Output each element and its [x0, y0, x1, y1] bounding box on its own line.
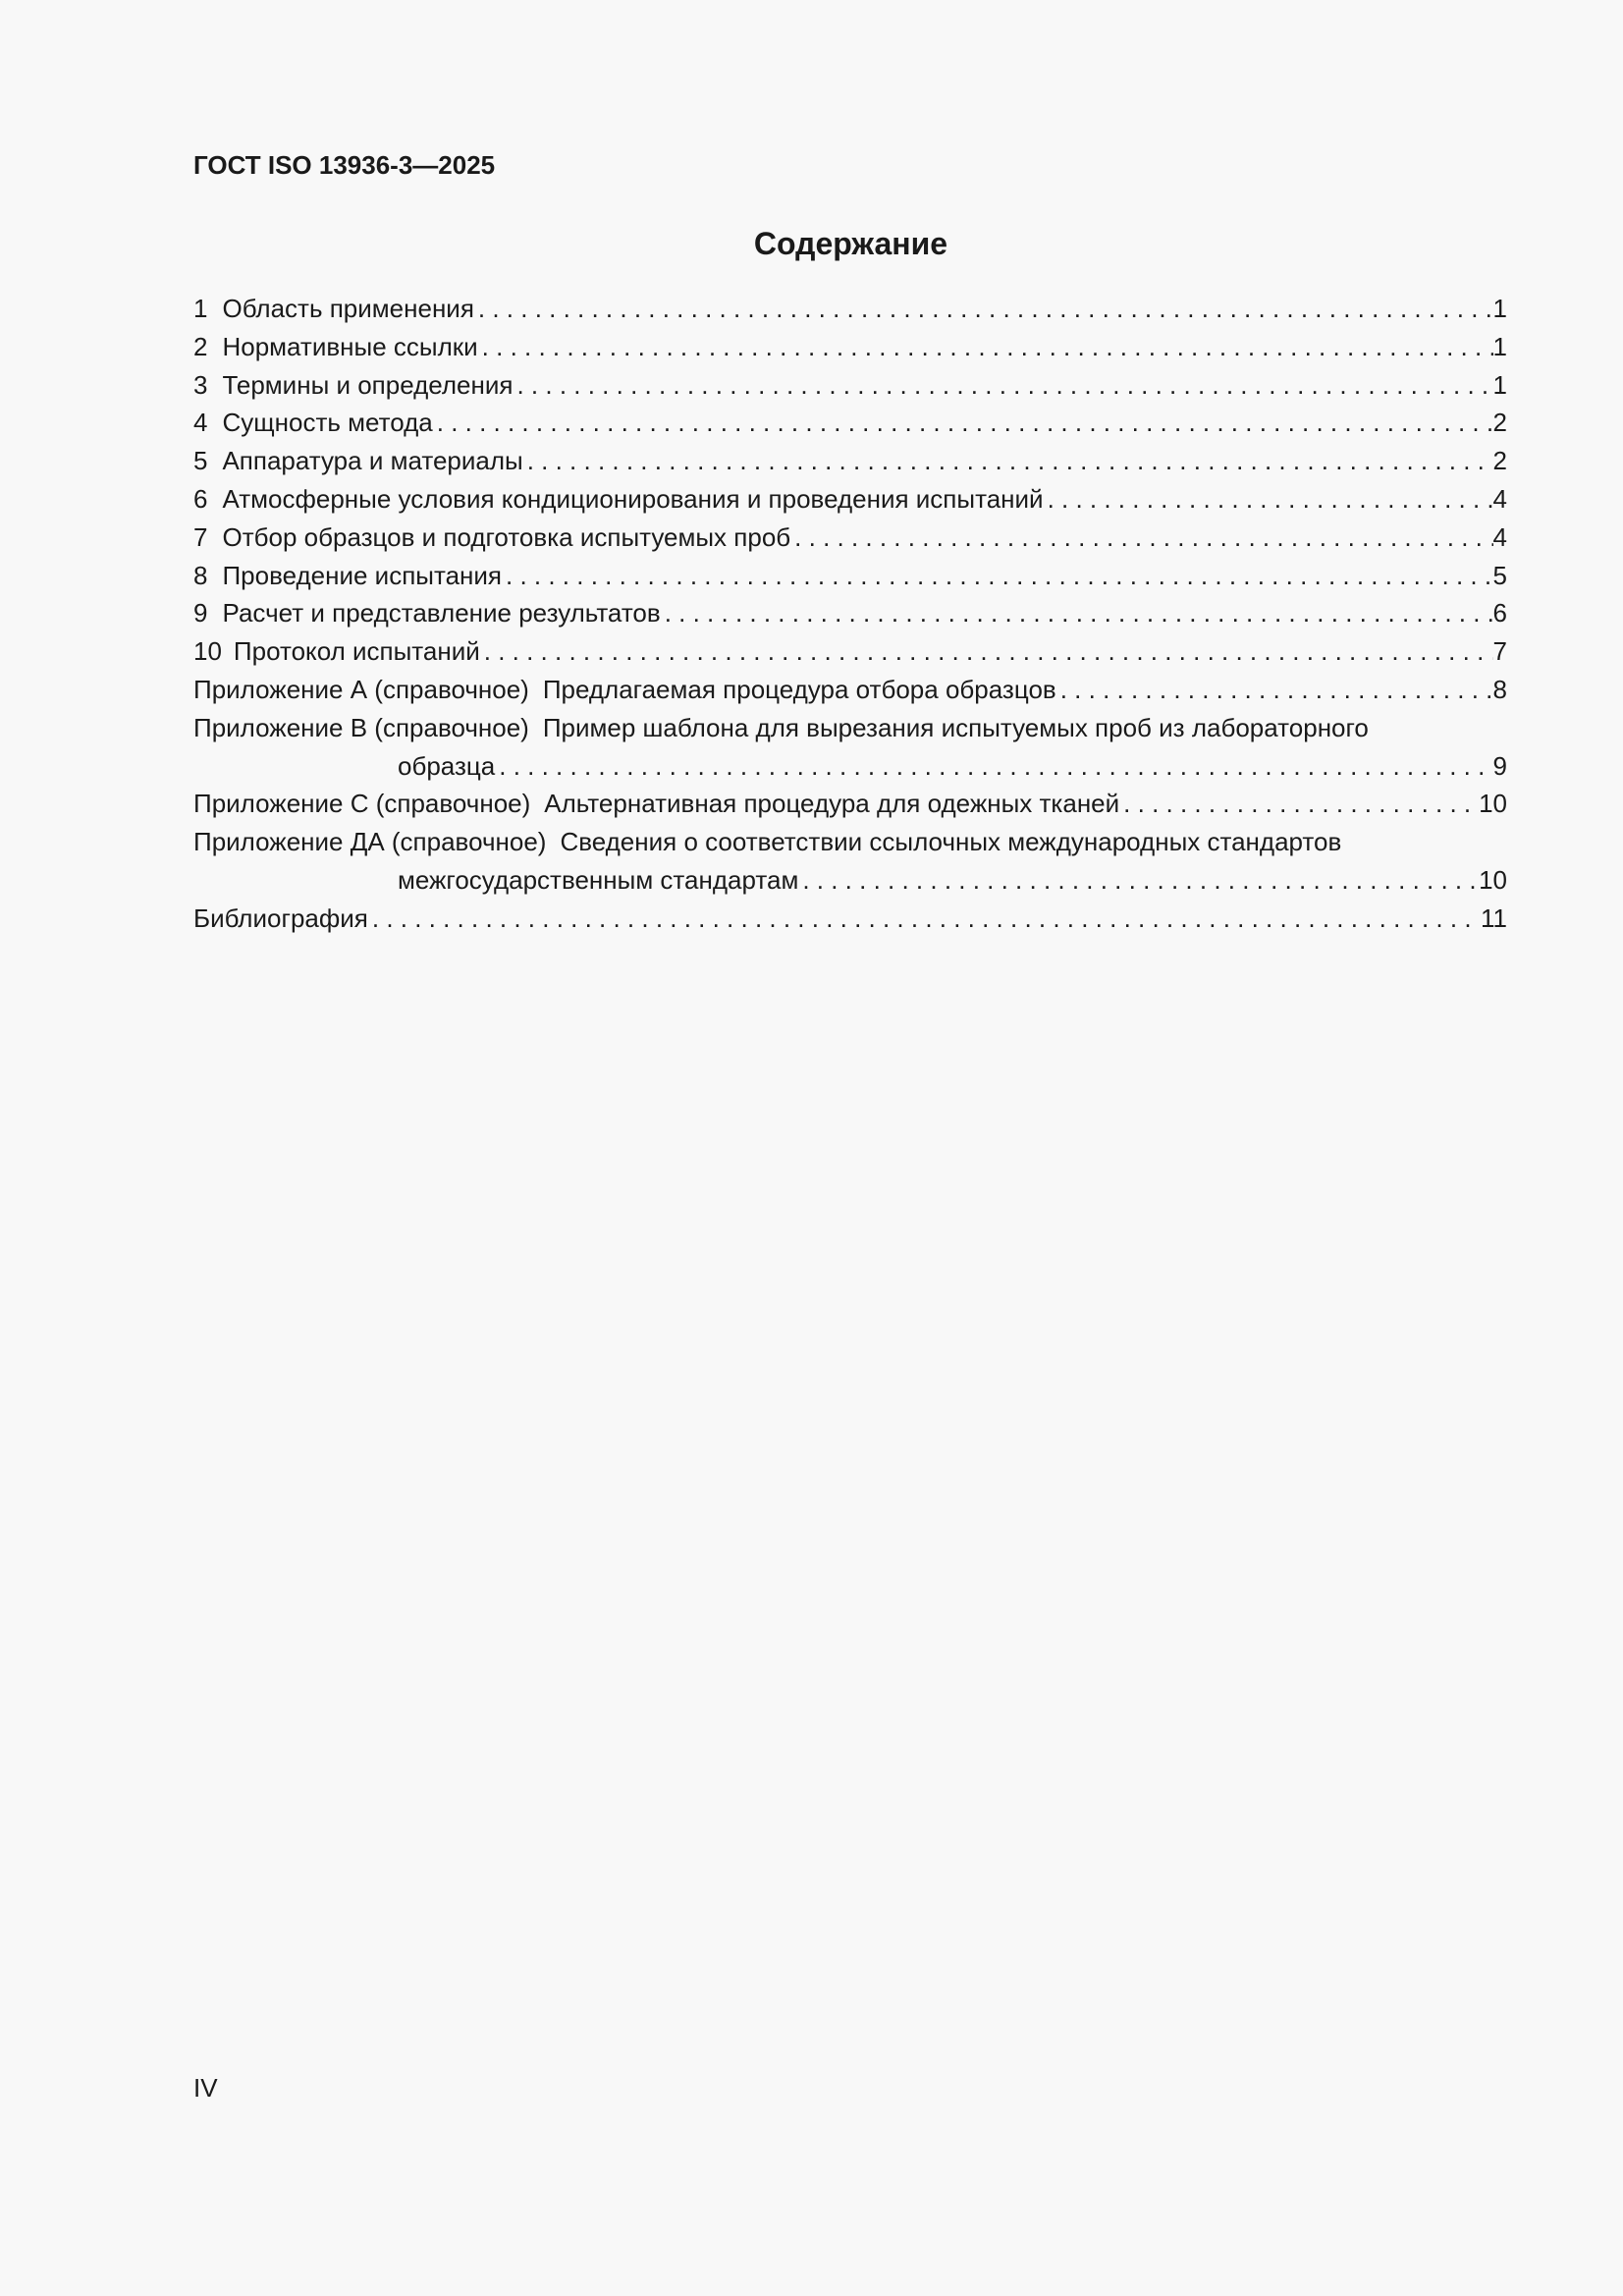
toc-entry-title: Проведение испытания	[222, 560, 503, 590]
toc-entry-number: 2	[193, 331, 208, 361]
toc-entry-number: 3	[193, 369, 208, 400]
toc-entry-page: 1	[1492, 369, 1507, 400]
toc-entry-9[interactable]	[193, 594, 1507, 632]
toc-leader-dots	[1056, 671, 1493, 709]
toc-entry-number: 9	[193, 598, 208, 629]
toc-leader-dots	[495, 747, 1492, 786]
toc-entry-title: Протокол испытаний	[233, 636, 480, 667]
document-code: ГОСТ ISO 13936-3—2025	[193, 150, 496, 180]
toc-entry-title: Атмосферные условия кондиционирования и проведения испытаний	[222, 483, 1044, 514]
toc-entry-10[interactable]	[193, 632, 1507, 671]
toc-entry-page: 6	[1492, 598, 1507, 629]
toc-annex-c[interactable]	[193, 785, 1507, 823]
toc-leader-dots	[790, 519, 1492, 557]
toc-leader-dots	[523, 442, 1493, 480]
toc-annex-label: Приложение В (справочное)	[193, 712, 529, 742]
toc-entry-page: 1	[1492, 294, 1507, 323]
toc-bibliography-page: 11	[1481, 902, 1507, 933]
toc-annex-b[interactable]	[193, 709, 1507, 747]
toc-leader-dots	[368, 900, 1481, 938]
toc-bibliography-title: Библиография	[193, 902, 368, 933]
toc-entry-title: Нормативные ссылки	[222, 331, 478, 361]
toc-entry-title: Термины и определения	[222, 369, 514, 400]
toc-annex-da-continuation[interactable]	[193, 861, 1507, 900]
toc-annex-label: Приложение ДА (справочное)	[193, 827, 547, 857]
toc-entry-8[interactable]	[193, 557, 1507, 595]
toc-entry-6[interactable]	[193, 480, 1507, 519]
toc-entry-3[interactable]	[193, 366, 1507, 405]
toc-entry-page: 5	[1492, 560, 1507, 590]
toc-leader-dots	[433, 404, 1493, 442]
toc-annex-title: Альтернативная процедура для одежных тканей	[544, 789, 1120, 819]
toc-annex-title-continuation: образца	[398, 750, 496, 781]
toc-entry-5[interactable]	[193, 442, 1507, 480]
toc-entry-page: 4	[1492, 483, 1507, 514]
toc-leader-dots	[1119, 785, 1479, 823]
toc-annex-label: Приложение А (справочное)	[193, 674, 529, 704]
toc-entry-page: 4	[1492, 521, 1507, 552]
toc-annex-page: 9	[1492, 750, 1507, 781]
toc-entry-7[interactable]	[193, 519, 1507, 557]
toc-entry-number: 1	[193, 294, 208, 323]
toc-leader-dots	[478, 328, 1493, 366]
toc-entry-title: Расчет и представление результатов	[222, 598, 661, 629]
table-of-contents	[193, 290, 1507, 938]
toc-leader-dots	[480, 632, 1493, 671]
toc-annex-a[interactable]	[193, 671, 1507, 709]
toc-entry-page: 7	[1492, 636, 1507, 667]
toc-entry-title: Отбор образцов и подготовка испытуемых проб	[222, 521, 791, 552]
toc-annex-page: 8	[1492, 674, 1507, 704]
toc-leader-dots	[474, 290, 1493, 328]
toc-annex-da[interactable]	[193, 823, 1507, 861]
toc-annex-page: 10	[1479, 789, 1507, 819]
toc-annex-title: Пример шаблона для вырезания испытуемых проб из лабораторного	[542, 712, 1369, 742]
toc-entry-number: 8	[193, 560, 208, 590]
toc-title: Содержание	[753, 226, 948, 261]
toc-entry-number: 4	[193, 408, 208, 438]
toc-entry-2[interactable]	[193, 328, 1507, 366]
toc-annex-page: 10	[1479, 864, 1507, 895]
toc-annex-title-continuation: межгосударственным стандартам	[398, 864, 799, 895]
toc-bibliography[interactable]	[193, 900, 1507, 938]
toc-leader-dots	[798, 861, 1479, 900]
toc-annex-b-continuation[interactable]	[193, 747, 1507, 786]
toc-entry-title: Область применения	[222, 294, 474, 323]
toc-entry-title: Аппаратура и материалы	[222, 446, 523, 476]
toc-entry-page: 2	[1492, 408, 1507, 438]
page-number: IV	[193, 2073, 218, 2103]
toc-leader-dots	[513, 366, 1492, 405]
toc-entry-page: 1	[1492, 331, 1507, 361]
toc-entry-number: 7	[193, 521, 208, 552]
toc-entry-title: Сущность метода	[222, 408, 433, 438]
toc-annex-title: Предлагаемая процедура отбора образцов	[542, 674, 1056, 704]
toc-entry-page: 2	[1492, 446, 1507, 476]
toc-leader-dots	[661, 594, 1493, 632]
toc-annex-title: Сведения о соответствии ссылочных международных стандартов	[560, 827, 1342, 857]
toc-leader-dots	[502, 557, 1493, 595]
toc-entry-number: 5	[193, 446, 208, 476]
toc-entry-number: 10	[193, 636, 222, 667]
toc-entry-number: 6	[193, 483, 208, 514]
toc-leader-dots	[1044, 480, 1493, 519]
toc-entry-4[interactable]	[193, 404, 1507, 442]
toc-annex-label: Приложение С (справочное)	[193, 789, 531, 819]
toc-entry-1[interactable]	[193, 290, 1507, 328]
